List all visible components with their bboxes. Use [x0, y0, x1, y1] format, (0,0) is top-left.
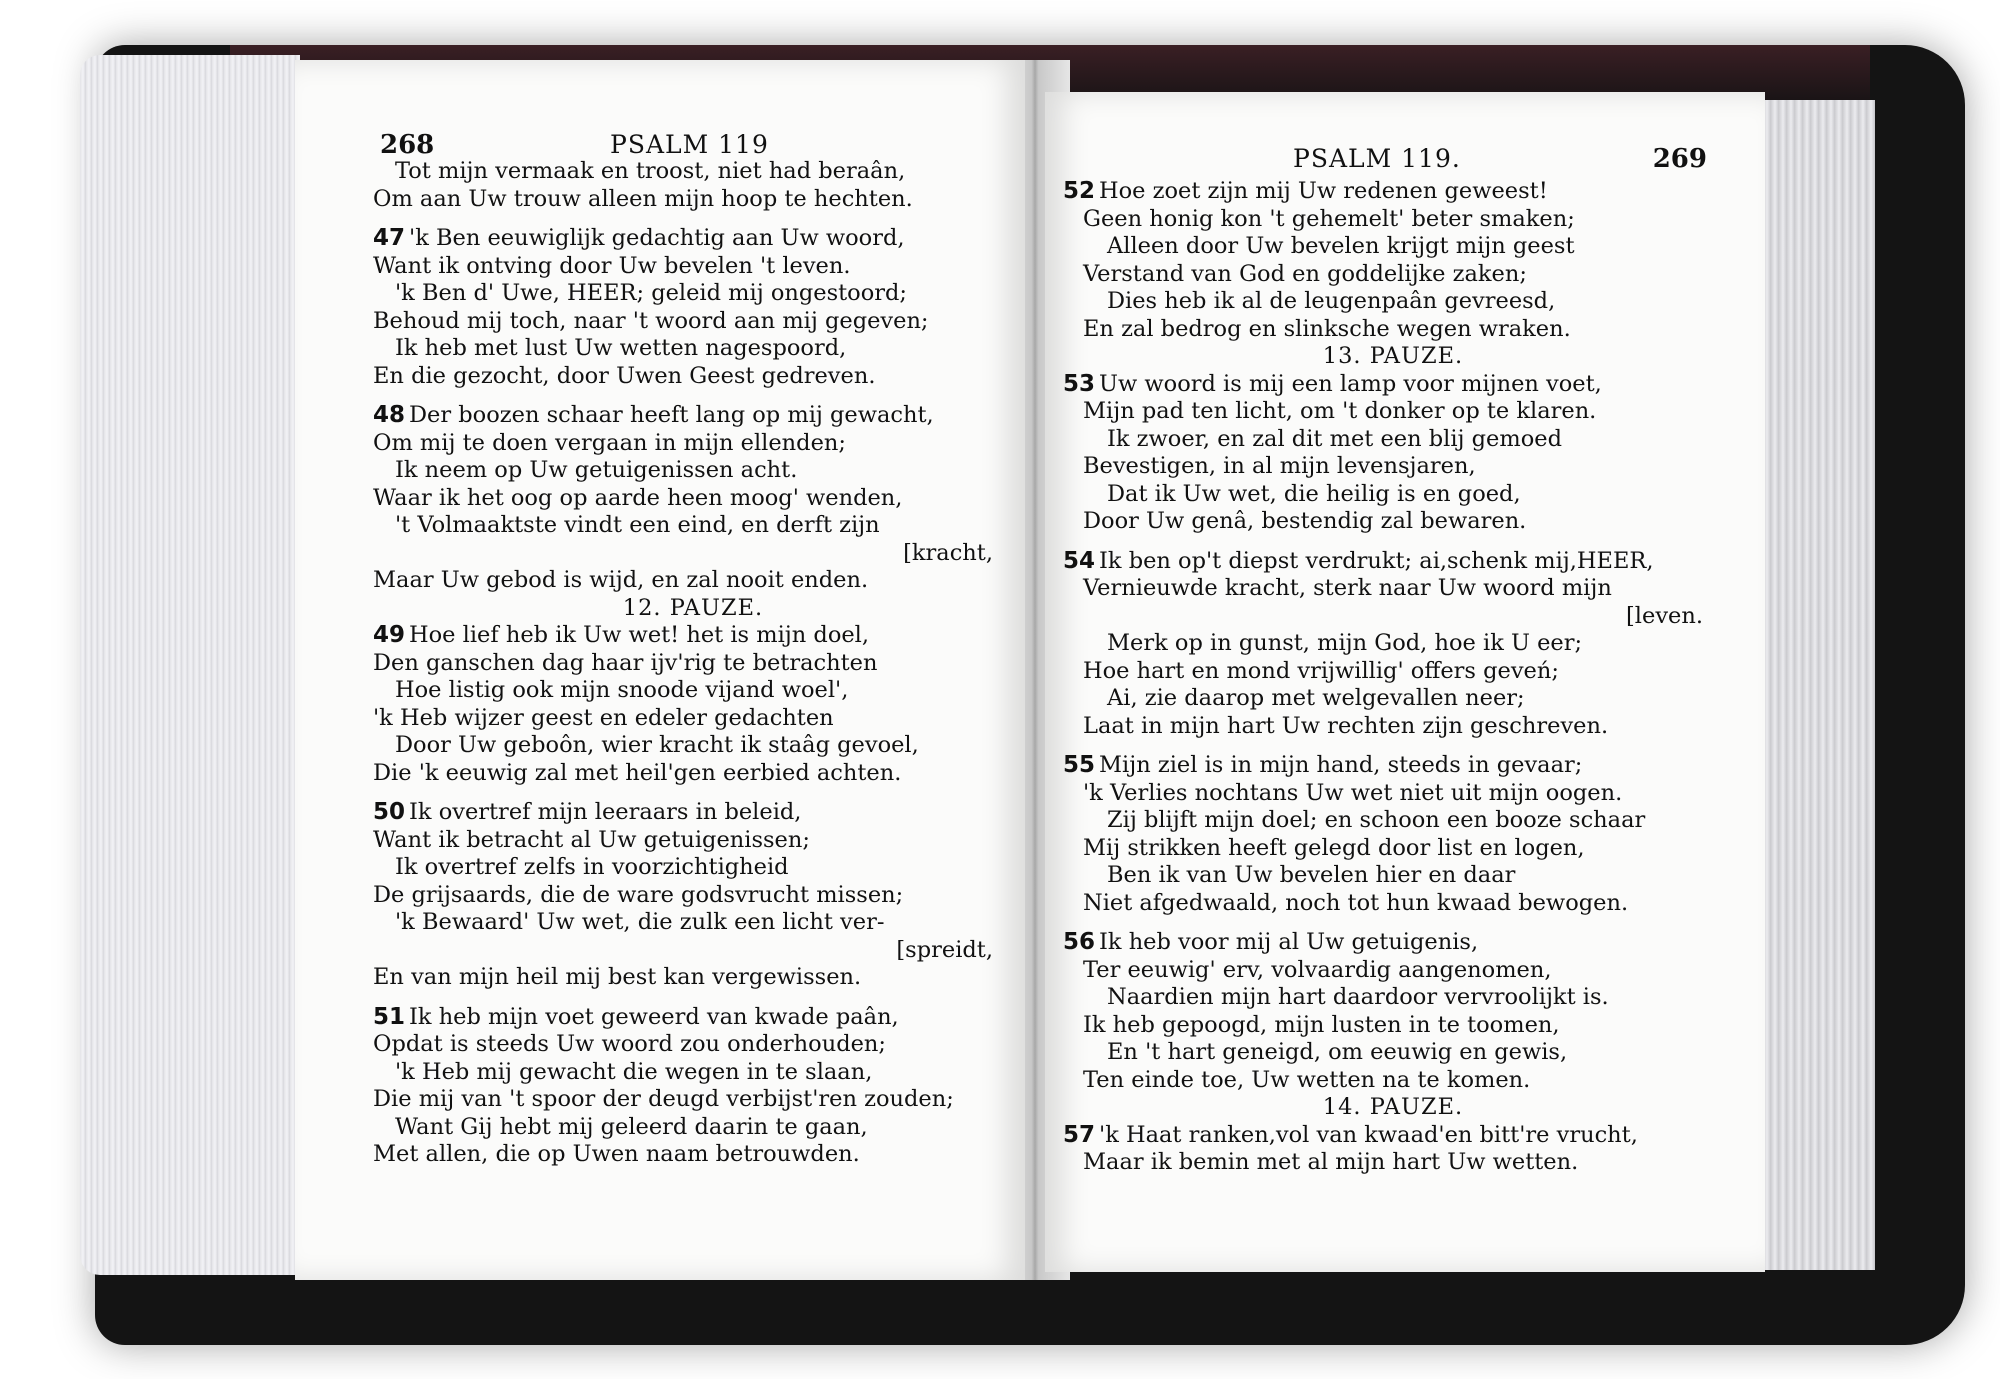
text-line: Opdat is steeds Uw woord zou onderhouden;: [373, 1031, 886, 1057]
text-line: Ben ik van Uw bevelen hier en daar: [1107, 862, 1516, 888]
text-line: Den ganschen dag haar ijv'rig te betrachten: [373, 649, 878, 676]
text-line: Ten einde toe, Uw wetten na te komen.: [1083, 1066, 1531, 1093]
text-line: Met allen, die op Uwen naam betrouwden.: [373, 1141, 860, 1167]
right-page: [1045, 92, 1765, 1272]
verse-number: 54: [1063, 547, 1096, 574]
text-line: Ik zwoer, en zal dit met een blij gemoed: [1107, 425, 1562, 452]
verse-number: 53: [1063, 370, 1096, 397]
text-line: [kracht,: [903, 539, 993, 566]
text-line: Bevestigen, in al mijn levensjaren,: [1083, 453, 1476, 479]
text-line: En zal bedrog en slinksche wegen wraken.: [1083, 315, 1571, 342]
text-line: 'k Heb wijzer geest en edeler gedachten: [373, 704, 834, 731]
verse-line: 54 Ik ben op't diepst verdrukt; ai,schenk mij,HEER,: [1063, 547, 1654, 574]
verse-line: 52 Hoe zoet zijn mij Uw redenen geweest!: [1063, 178, 1548, 204]
text-line: Dat ik Uw wet, die heilig is en goed,: [1107, 480, 1521, 507]
left-page-text: [373, 158, 1013, 1169]
verse-number: 47: [373, 225, 406, 251]
text-line: Maar Uw gebod is wijd, en zal nooit enden.: [373, 567, 869, 593]
text-line: Om aan Uw trouw alleen mijn hoop te hechten.: [373, 185, 913, 212]
text-line: Mij strikken heeft gelegd door list en logen,: [1083, 834, 1585, 861]
text-line: Dies heb ik al de leugenpaân gevreesd,: [1107, 288, 1556, 314]
text-line: Hoe listig ook mijn snoode vijand woel',: [395, 677, 849, 703]
text-line: Merk op in gunst, mijn God, hoe ik U eer;: [1107, 630, 1583, 656]
text-line: Ik neem op Uw getuigenissen acht.: [395, 457, 798, 483]
text-line: Behoud mij toch, naar 't woord aan mij gegeven;: [373, 307, 929, 334]
text-line: Door Uw genâ, bestendig zal bewaren.: [1083, 508, 1527, 534]
verse-number: 48: [373, 402, 406, 428]
verse-number: 55: [1063, 752, 1096, 778]
text-line: En die gezocht, door Uwen Geest gedreven.: [373, 362, 876, 389]
left-page: [295, 60, 1025, 1280]
pauze-heading: 12. PAUZE.: [622, 594, 764, 621]
text-line: Alleen door Uw bevelen krijgt mijn geest: [1107, 233, 1575, 259]
text-line: Laat in mijn hart Uw rechten zijn geschreven.: [1083, 712, 1609, 739]
text-line: Maar ik bemin met al mijn hart Uw wetten.: [1083, 1149, 1579, 1175]
text-line: Zij blijft mijn doel; en schoon een booze schaar: [1107, 807, 1646, 833]
text-line: Die mij van 't spoor der deugd verbijst'ren zouden;: [373, 1086, 954, 1112]
text-line: Om mij te doen vergaan in mijn ellenden;: [373, 429, 846, 456]
text-line: Want ik betracht al Uw getuigenissen;: [373, 826, 810, 853]
text-line: 'k Heb mij gewacht die wegen in te slaan,: [395, 1058, 873, 1085]
pauze-heading: 13. PAUZE.: [1322, 343, 1464, 369]
pauze-heading: 14. PAUZE.: [1322, 1094, 1464, 1120]
text-line: Geen honig kon 't gehemelt' beter smaken;: [1083, 205, 1575, 232]
text-line: Ter eeuwig' erv, volvaardig aangenomen,: [1083, 956, 1552, 983]
text-line: Door Uw geboôn, wier kracht ik staâg gevoel,: [395, 732, 919, 758]
running-title: PSALM 119: [610, 130, 769, 159]
verse-number: 56: [1063, 929, 1096, 955]
verse-line: 55 Mijn ziel is in mijn hand, steeds in gevaar;: [1063, 752, 1583, 778]
text-line: [spreidt,: [896, 936, 993, 963]
text-line: Waar ik het oog op aarde heen moog' wenden,: [373, 484, 903, 511]
text-line: Mijn pad ten licht, om 't donker op te klaren.: [1083, 398, 1597, 424]
text-line: 'k Verlies nochtans Uw wet niet uit mijn oogen.: [1083, 779, 1623, 806]
text-line: Niet afgedwaald, noch tot hun kwaad bewogen.: [1083, 889, 1629, 916]
verse-number: 49: [373, 622, 406, 648]
verse-line: 49 Hoe lief heb ik Uw wet! het is mijn doel,: [373, 622, 870, 648]
text-line: Ik overtref zelfs in voorzichtigheid: [395, 854, 789, 880]
verse-line: 56 Ik heb voor mij al Uw getuigenis,: [1063, 929, 1479, 955]
verse-line: 57 'k Haat ranken,vol van kwaad'en bitt're vrucht,: [1063, 1121, 1638, 1148]
text-line: Want Gij hebt mij geleerd daarin te gaan,: [395, 1113, 868, 1140]
text-line: Ik heb gepoogd, mijn lusten in te toomen,: [1083, 1011, 1560, 1038]
right-page-text: [1063, 178, 1723, 1177]
text-line: Want ik ontving door Uw bevelen 't leven.: [373, 252, 851, 279]
text-line: Hoe hart en mond vrijwillig' offers geveń;: [1083, 657, 1559, 684]
text-line: En van mijn heil mij best kan vergewissen.: [373, 964, 862, 990]
verse-line: 48 Der boozen schaar heeft lang op mij gewacht,: [373, 402, 934, 428]
verse-line: 53 Uw woord is mij een lamp voor mijnen voet,: [1063, 370, 1602, 397]
text-line: 't Volmaaktste vindt een eind, en derft zijn: [395, 512, 880, 538]
text-line: Ai, zie daarop met welgevallen neer;: [1107, 685, 1525, 711]
verse-number: 57: [1063, 1121, 1096, 1148]
text-line: En 't hart geneigd, om eeuwig en gewis,: [1107, 1039, 1568, 1065]
text-line: 'k Ben d' Uwe, HEER; geleid mij ongestoord;: [395, 280, 908, 306]
page-number: 269: [1652, 144, 1707, 174]
text-line: Verstand van God en goddelijke zaken;: [1083, 260, 1527, 287]
page-edges-right: [1755, 100, 1875, 1270]
verse-line: 47 'k Ben eeuwiglijk gedachtig aan Uw woord,: [373, 225, 905, 251]
text-line: 'k Bewaard' Uw wet, die zulk een licht ver-: [395, 909, 885, 935]
verse-line: 50 Ik overtref mijn leeraars in beleid,: [373, 799, 802, 825]
text-line: De grijsaards, die de ware godsvrucht missen;: [373, 881, 904, 908]
page-edges-left: [80, 55, 300, 1275]
running-title: PSALM 119.: [1293, 144, 1461, 173]
page-number: 268: [380, 130, 435, 160]
text-line: [leven.: [1626, 602, 1703, 629]
verse-number: 51: [373, 1003, 406, 1030]
text-line: Ik heb met lust Uw wetten nagespoord,: [395, 335, 847, 361]
text-line: Tot mijn vermaak en troost, niet had beraân,: [395, 158, 906, 184]
text-line: Die 'k eeuwig zal met heil'gen eerbied achten.: [373, 759, 902, 786]
verse-number: 50: [373, 799, 406, 825]
text-line: Naardien mijn hart daardoor vervroolijkt is.: [1107, 984, 1609, 1010]
verse-line: 51 Ik heb mijn voet geweerd van kwade paân,: [373, 1003, 899, 1030]
verse-number: 52: [1063, 178, 1096, 204]
text-line: Vernieuwde kracht, sterk naar Uw woord mijn: [1083, 575, 1612, 601]
